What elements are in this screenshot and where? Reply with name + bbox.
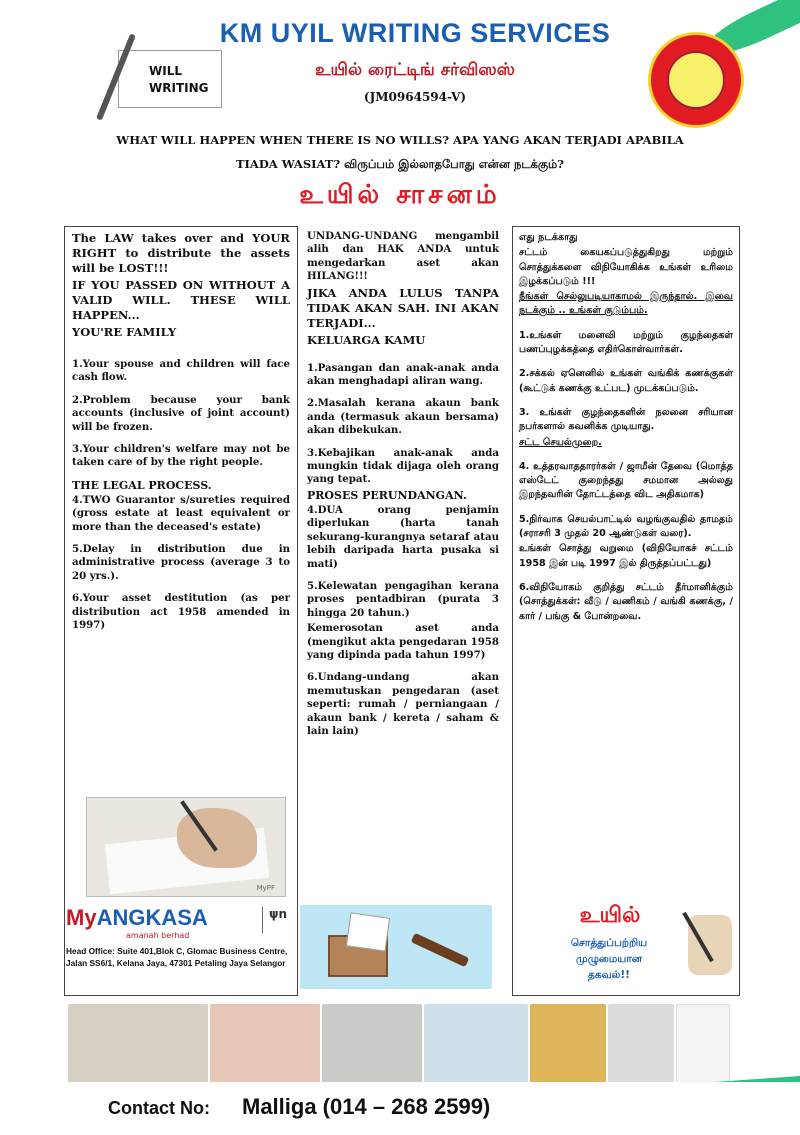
contact-label: Contact No:	[108, 1098, 210, 1118]
house-photo	[68, 1004, 208, 1088]
hand-shape	[177, 808, 257, 868]
uyil-line-2: முழுமையான	[576, 953, 642, 965]
uyil-title: உயில்	[579, 903, 641, 928]
header	[0, 0, 800, 120]
malay-item-4: 4.DUA orang penjamin diperlukan (harta tanah sekurang-kurangnya setaraf atau lebih daripada harta pusaka si mati)	[307, 503, 499, 570]
tamil-intro-3: நீங்கள் செல்லுபடியாகாமல் இருந்தால். இவை நடக்கும் .. உங்கள் குடும்பம்.	[519, 291, 733, 317]
malay-item-6: 6.Undang-undang akan memutuskan pengedaran (aset seperti: rumah / perniangaan / akaun bank / kereta / saham & lain lain)	[307, 671, 499, 737]
partner-mark-icon: ψn	[262, 907, 292, 933]
english-legal-heading: THE LEGAL PROCESS.	[72, 478, 212, 492]
company-seal	[648, 32, 744, 128]
malay-item-1: 1.Pasangan dan anak-anak anda akan menghadapi aliran wang.	[307, 361, 499, 388]
asset-photo-strip	[68, 1004, 730, 1088]
contact-value: Malliga (014 – 268 2599)	[242, 1094, 491, 1119]
malay-item-3: 3.Kebajikan anak-anak anda mungkin tidak dijaga oleh orang yang tepat.	[307, 446, 499, 486]
tamil-item-5: 5.நிர்வாக செயல்பாட்டில் வழங்குவதில் தாமதம் (சராசரி 3 முதல் 20 ஆண்டுகள் வரை).	[519, 513, 733, 540]
tamil-item-4: 4. உத்தரவாததாரர்கள் / ஜாமீன் தேவை (மொத்த எஸ்டேட் குறைந்தது சமமான அல்லது இறந்தவரின் தோட்டத்தை விட அதிகமாக)	[519, 460, 733, 501]
tamil-intro: எது நடக்காது	[519, 232, 578, 243]
question-heading	[70, 128, 730, 176]
seal-inner	[667, 51, 725, 109]
tamil-column	[512, 226, 740, 996]
brand-title-tamil: உயில் ரைட்டிங் சர்விஸஸ்	[315, 60, 515, 80]
tamil-item-3: 3. உங்கள் குழந்தைகளின் நலனை சரியான நபர்களால் கவனிக்க முடியாது.	[519, 406, 733, 433]
tamil-item-6: 6.விநியோகம் குறித்து சட்டம் தீர்மானிக்கும் (சொத்துக்கள்: வீடு / வணிகம் / வங்கி கணக்கு, / கார் / பங்கு & போன்றவை.	[519, 581, 733, 622]
malay-item-2: 2.Masalah kerana akaun bank anda (termasuk akaun bersama) akan dibekukan.	[307, 397, 499, 437]
angkasa-prefix: My	[66, 905, 97, 930]
brand-title: KM UYIL WRITING SERVICES	[219, 18, 611, 48]
english-item-1: 1.Your spouse and children will face cash flow.	[72, 358, 290, 384]
english-intro: The LAW takes over and YOUR RIGHT to distribute the assets will be LOST!!!	[72, 231, 290, 275]
motorcycle-photo	[424, 1004, 528, 1088]
malay-column	[300, 226, 506, 906]
writing-hand-icon	[688, 915, 732, 975]
malay-intro-3: KELUARGA KAMU	[307, 332, 426, 347]
tamil-legal-heading: சட்ட செயல்முறை.	[519, 436, 602, 448]
treasure-chest-illustration	[300, 905, 492, 989]
photo-watermark: MyPF	[256, 884, 275, 892]
insurance-logos-photo	[676, 1004, 730, 1088]
english-item-6: 6.Your asset destitution (as per distribution act 1958 amended in 1997)	[72, 592, 290, 632]
tamil-item-5b: உங்கள் சொத்து வறுமை (விநியோகச் சட்டம் 1958 இன் படி 1997 இல் திருத்தப்பட்டது)	[519, 543, 733, 569]
tamil-item-1: 1.உங்கள் மனைவி மற்றும் குழந்தைகள் பணப்புழக்கத்தை எதிர்கொள்வார்கள்.	[519, 329, 733, 356]
head-office-address: Head Office: Suite 401,Blok C, Glomac Business Centre, Jalan SS6/1, Kelana Jaya, 47301 Petaling Jaya Selangor	[66, 946, 288, 968]
english-intro-2: IF YOU PASSED ON WITHOUT A VALID WILL. THESE WILL HAPPEN...	[72, 278, 290, 322]
logo-text: WILL WRITING	[149, 64, 209, 95]
wasiat-heading: உயில் சாசனம்	[299, 180, 501, 210]
uyil-tagline	[524, 935, 694, 983]
english-item-5: 5.Delay in distribution due in administrative process (average 3 to 20 yrs.).	[72, 543, 290, 582]
money-photo	[210, 1004, 320, 1088]
tamil-intro-2: சட்டம் கையகப்படுத்துகிறது மற்றும் சொத்துக்களை விநியோகிக்க உங்கள் உரிமை இழக்கப்படும் !!!	[519, 247, 733, 287]
angkasa-logo	[66, 905, 296, 940]
uyil-line-3: தகவல்!!	[588, 969, 630, 981]
malay-legal-heading: PROSES PERUNDANGAN.	[307, 488, 467, 502]
question-line-1: WHAT WILL HAPPEN WHEN THERE IS NO WILLS? APA YANG AKAN TERJADI APABILA	[116, 133, 684, 147]
gold-jewelry-photo	[530, 1004, 606, 1088]
question-line-2: TIADA WASIAT? விருப்பம் இல்லாதபோது என்ன நடக்கும்?	[235, 157, 565, 171]
car-photo	[608, 1004, 674, 1088]
angkasa-subtitle: amanah berhad	[126, 931, 190, 940]
english-item-2: 2.Problem because your bank accounts (inclusive of joint account) will be frozen.	[72, 393, 290, 433]
pen-icon	[96, 33, 136, 121]
uyil-promo	[520, 903, 730, 993]
english-item-3: 3.Your children's welfare may not be taken care of by the right people.	[72, 443, 290, 469]
malay-item-5: 5.Kelewatan pengagihan kerana proses pentadbiran (purata 3 hingga 20 tahun.)	[307, 579, 499, 619]
malay-item-5b: Kemerosotan aset anda (mengikut akta pengedaran 1958 yang dipinda pada tahun 1997)	[307, 622, 499, 661]
tools-photo	[322, 1004, 422, 1088]
signing-document-photo	[86, 797, 286, 897]
gavel-icon	[411, 933, 470, 967]
english-intro-3: YOU'RE FAMILY	[72, 325, 177, 339]
english-item-4: 4.TWO Guarantor s/sureties required (gross estate at least equivalent or more than the deceased's estate)	[72, 493, 290, 533]
malay-intro: UNDANG-UNDANG mengambil alih dan HAK ANDA untuk mengedarkan aset akan HILANG!!!	[307, 230, 499, 283]
angkasa-name: ANGKASA	[96, 905, 208, 930]
tamil-item-2: 2.சக்கல் ஏனெனில் உங்கள் வங்கிக் கணக்குகள் (கூட்டுக் கணக்கு உட்பட) முடக்கப்படும்.	[519, 368, 733, 394]
will-document-icon	[346, 912, 390, 951]
registration-number: (JM0964594-V)	[363, 90, 467, 104]
malay-intro-2: JIKA ANDA LULUS TANPA TIDAK AKAN SAH. INI AKAN TERJADI...	[307, 285, 499, 330]
uyil-line-1: சொத்துப்பற்றிய	[570, 937, 648, 949]
